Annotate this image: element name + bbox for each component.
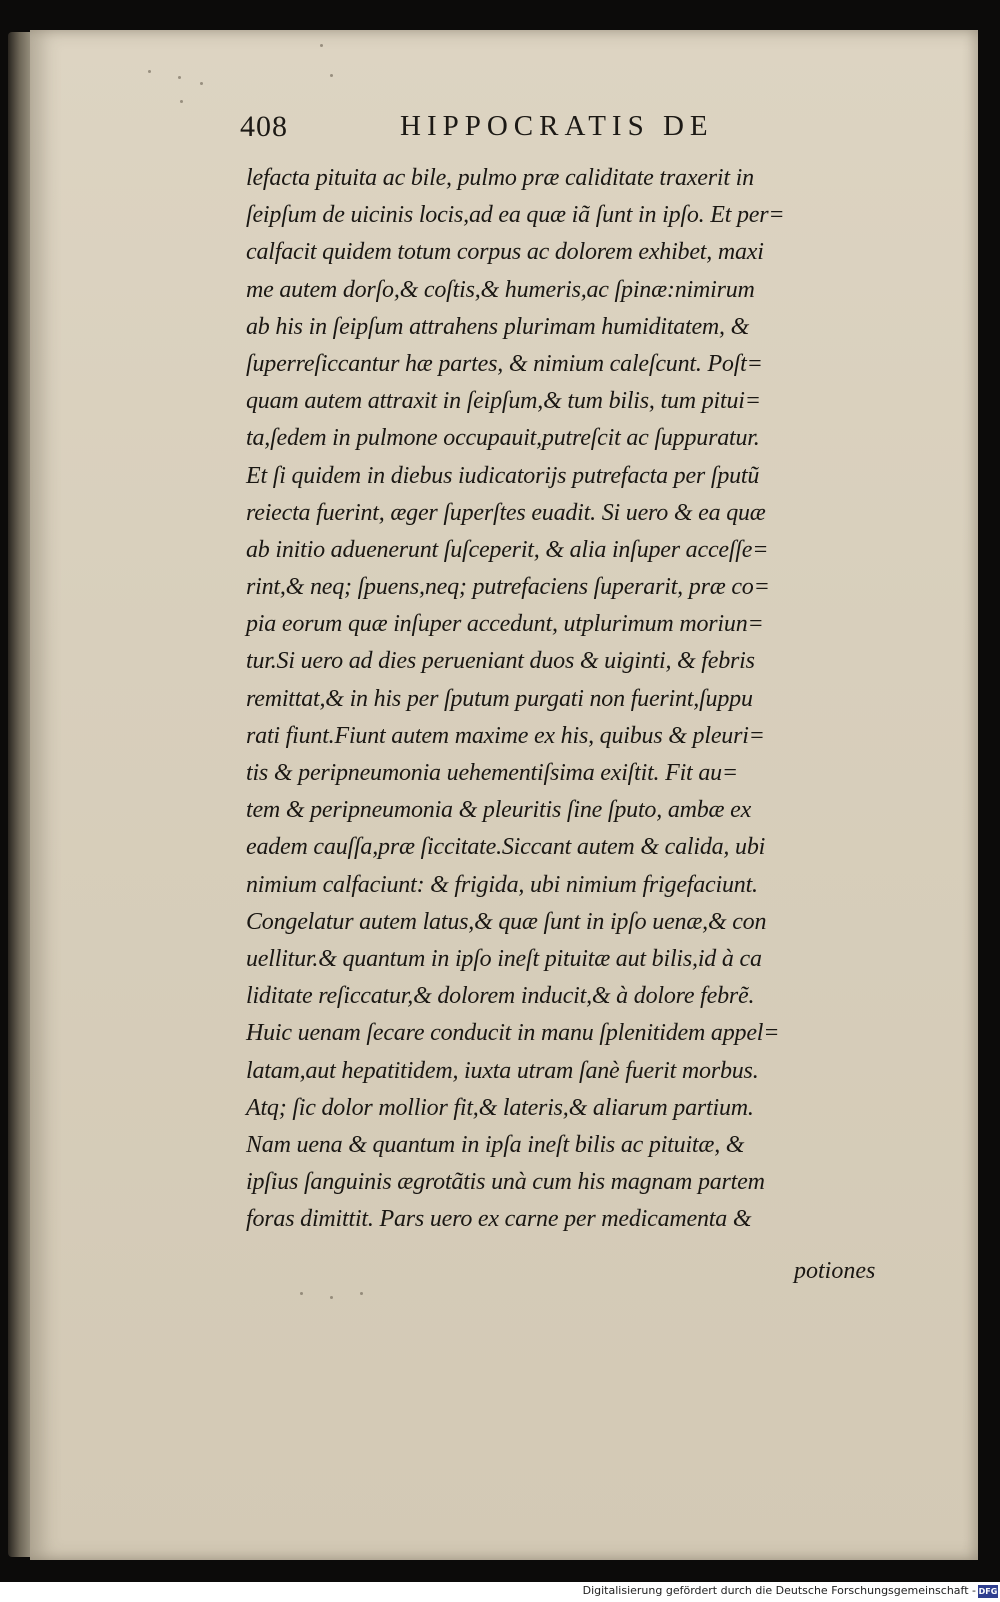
paper-speck	[360, 1292, 363, 1295]
paper-speck	[178, 76, 181, 79]
text-line: Nam uena & quantum in ipſa ineſt bilis ac pituitæ, &	[246, 1131, 745, 1158]
text-line: calfacit quidem totum corpus ac dolorem exhibet, maxi	[246, 239, 764, 266]
text-line: nimium calfaciunt: & frigida, ubi nimium frigefaciunt.	[246, 871, 758, 898]
paper-speck	[300, 1292, 303, 1295]
running-head	[240, 110, 780, 154]
body-text	[246, 160, 936, 1238]
paper-speck	[200, 82, 203, 85]
paper-speck	[320, 44, 323, 47]
text-line: foras dimittit. Pars uero ex carne per medicamenta &	[246, 1206, 752, 1233]
text-line: Huic uenam ſecare conducit in manu ſplenitidem appel=	[246, 1020, 780, 1047]
catchword: potiones	[794, 1258, 876, 1284]
text-line: eadem cauſſa,præ ſiccitate.Siccant autem & calida, ubi	[246, 834, 766, 861]
text-line: tur.Si uero ad dies perueniant duos & uiginti, & febris	[246, 648, 755, 675]
paper-speck	[180, 100, 183, 103]
text-line: reiecta fuerint, æger ſuperſtes euadit. Si uero & ea quæ	[246, 499, 766, 526]
text-line: pia eorum quæ inſuper accedunt, utplurimum moriun=	[246, 611, 764, 638]
text-line: ſuperreſiccantur hæ partes, & nimium caleſcunt. Poſt=	[246, 350, 763, 377]
paper-speck	[330, 74, 333, 77]
text-line: ta,ſedem in pulmone occupauit,putreſcit ac ſuppuratur.	[246, 425, 760, 452]
text-line: me autem dorſo,& coſtis,& humeris,ac ſpinæ:nimirum	[246, 276, 755, 303]
text-line: rint,& neq; ſpuens,neq; putrefaciens ſuperarit, præ co=	[246, 574, 770, 601]
text-line: remittat,& in his per ſputum purgati non fuerint,ſuppu	[246, 685, 753, 712]
paper-speck	[148, 70, 151, 73]
text-line: Atq; ſic dolor mollior fit,& lateris,& aliarum partium.	[246, 1094, 754, 1121]
digitization-footer	[0, 1582, 1000, 1602]
paper-speck	[330, 1296, 333, 1299]
funding-credit: Digitalisierung gefördert durch die Deutsche Forschungsgemeinschaft -	[582, 1584, 976, 1597]
text-line: tem & peripneumonia & pleuritis ſine ſputo, ambæ ex	[246, 797, 752, 824]
text-line: ipſius ſanguinis ægrotãtis unà cum his magnam partem	[246, 1169, 765, 1196]
text-line: Congelatur autem latus,& quæ ſunt in ipſo uenæ,& con	[246, 908, 767, 935]
page-number: 408	[240, 110, 288, 143]
text-line: ſeipſum de uicinis locis,ad ea quæ iã ſunt in ipſo. Et per=	[246, 202, 785, 229]
text-line: uellitur.& quantum in ipſo ineſt pituitæ aut bilis,id à ca	[246, 945, 762, 972]
text-line: ab his in ſeipſum attrahens plurimam humiditatem, &	[246, 313, 750, 340]
running-title: HIPPOCRATIS DE	[400, 110, 714, 142]
text-line: ab initio aduenerunt ſuſceperit, & alia inſuper acceſſe=	[246, 536, 769, 563]
text-line: Et ſi quidem in diebus iudicatorijs putrefacta per ſputũ	[246, 462, 760, 489]
text-line: liditate reſiccatur,& dolorem inducit,& à dolore febrẽ.	[246, 983, 755, 1010]
text-line: tis & peripneumonia uehementiſsima exiſtit. Fit au=	[246, 760, 738, 786]
text-line: latam,aut hepatitidem, iuxta utram ſanè fuerit morbus.	[246, 1057, 759, 1084]
text-line: lefacta pituita ac bile, pulmo præ caliditate traxerit in	[246, 165, 754, 191]
dfg-logo-icon: DFG	[978, 1587, 998, 1596]
text-line: quam autem attraxit in ſeipſum,& tum bilis, tum pitui=	[246, 388, 761, 415]
text-line: rati fiunt.Fiunt autem maxime ex his, quibus & pleuri=	[246, 722, 765, 749]
